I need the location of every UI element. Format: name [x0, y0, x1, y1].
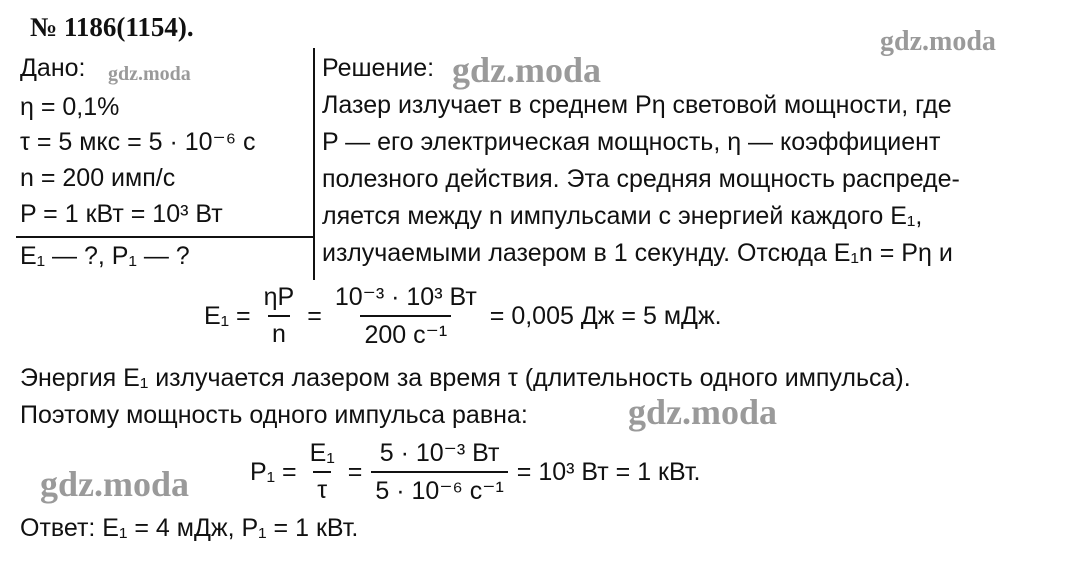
solution-line-3: полезного действия. Эта средняя мощность распреде-: [322, 165, 960, 193]
power-fraction-1-numerator: E₁: [309, 439, 335, 467]
energy-explanation: Энергия E₁ излучается лазером за время τ (длительность одного импульса).: [20, 364, 911, 392]
watermark-top-right: gdz.moda: [880, 26, 996, 57]
watermark-given: gdz.moda: [108, 63, 191, 85]
given-line-tau: τ = 5 мкс = 5 · 10⁻⁶ с: [20, 128, 256, 156]
energy-fraction-2: [331, 282, 481, 350]
given-vertical-rule: [313, 48, 315, 280]
solution-line-2: P — его электрическая мощность, η — коэффициент: [322, 128, 941, 156]
watermark-middle: gdz.moda: [628, 392, 778, 432]
power-formula-result: = 10³ Вт = 1 кВт.: [516, 457, 701, 486]
power-explanation: Поэтому мощность одного импульса равна:: [20, 401, 528, 429]
answer-line: Ответ: E₁ = 4 мДж, P₁ = 1 кВт.: [20, 514, 359, 542]
energy-fraction-2-denominator: 200 с⁻¹: [360, 315, 451, 350]
given-line-eta: η = 0,1%: [20, 93, 120, 121]
power-fraction-2-numerator: 5 · 10⁻³ Вт: [379, 439, 500, 467]
energy-formula-result: = 0,005 Дж = 5 мДж.: [489, 301, 722, 330]
power-formula-lhs: P₁ =: [250, 457, 297, 486]
energy-fraction-1: [260, 283, 299, 349]
power-fraction-1-denominator: τ: [313, 471, 331, 505]
solution-line-5: излучаемыми лазером в 1 секунду. Отсюда E₁n = Pη и: [322, 239, 953, 267]
power-formula: [246, 438, 704, 506]
solution-line-1: Лазер излучает в среднем Pη световой мощности, где: [322, 91, 952, 119]
power-fraction-2: [371, 438, 507, 506]
energy-fraction-2-numerator: 10⁻³ · 10³ Вт: [334, 283, 477, 311]
energy-fraction-1-denominator: n: [268, 315, 290, 349]
energy-fraction-1-numerator: ηP: [263, 283, 295, 311]
watermark-bottom-left: gdz.moda: [40, 464, 190, 504]
watermark-solution: gdz.moda: [452, 50, 602, 90]
given-divider: [16, 236, 314, 238]
solution-line-4: ляется между n импульсами с энергией каждого E₁,: [322, 202, 923, 230]
solution-title: Решение:: [322, 54, 435, 82]
power-formula-equals: =: [347, 457, 363, 486]
energy-formula-equals: =: [307, 301, 322, 330]
given-line-n: n = 200 имп/с: [20, 164, 176, 192]
energy-formula: [200, 282, 726, 350]
problem-number: № 1186(1154).: [30, 12, 194, 42]
power-fraction-2-denominator: 5 · 10⁻⁶ с⁻¹: [371, 471, 507, 506]
given-find: E₁ — ?, P₁ — ?: [20, 242, 190, 270]
power-fraction-1: [306, 439, 339, 505]
given-line-p: P = 1 кВт = 10³ Вт: [20, 200, 223, 228]
energy-formula-lhs: E₁ =: [204, 301, 251, 330]
given-title: Дано:: [20, 54, 86, 82]
